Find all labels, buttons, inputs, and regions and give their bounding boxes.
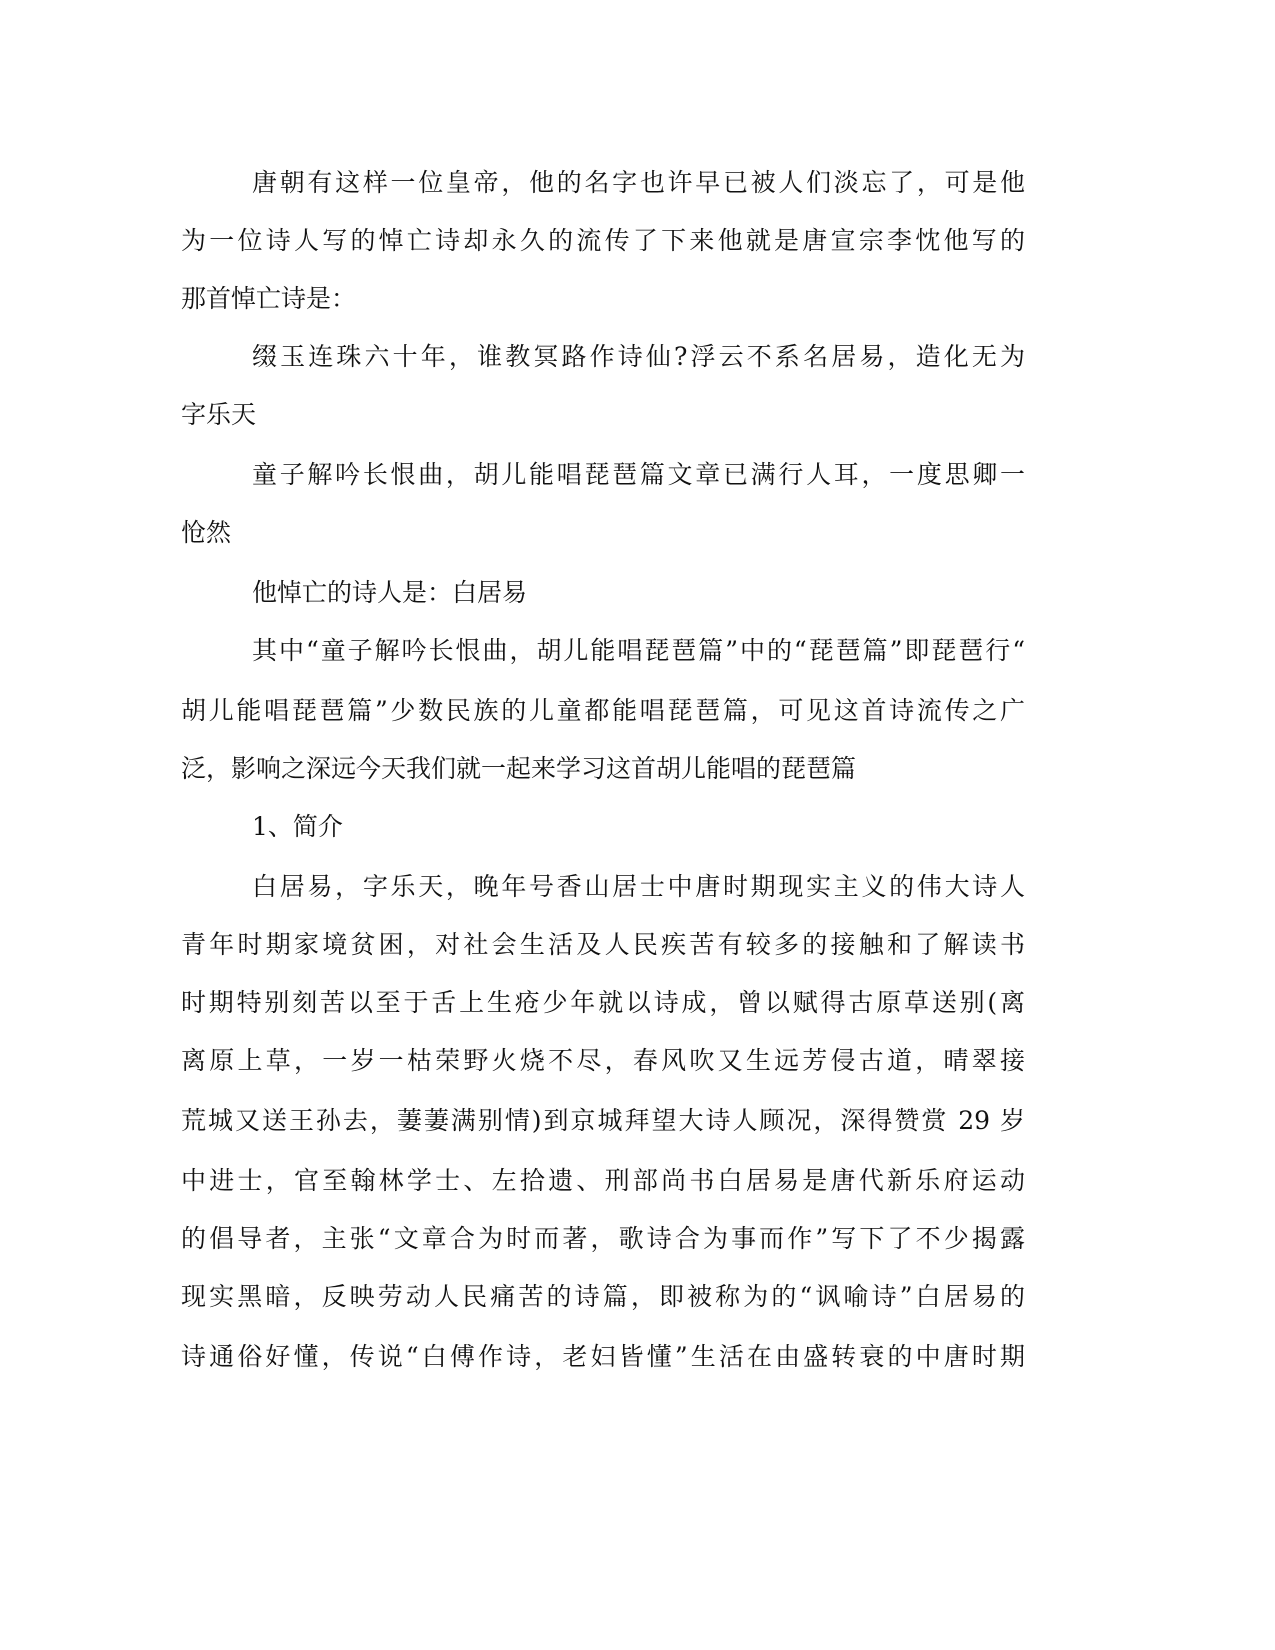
text-line: 唐朝有这样一位皇帝，他的名字也许早已被人们淡忘了，可是他 <box>252 168 1025 197</box>
text-line: 1、简介 <box>252 812 343 841</box>
text-line: 为一位诗人写的悼亡诗却永久的流传了下来他就是唐宣宗李忱他写的 <box>181 226 1025 255</box>
text-line: 中进士，官至翰林学士、左拾遗、刑部尚书白居易是唐代新乐府运动 <box>181 1166 1025 1195</box>
text-line: 诗通俗好懂，传说“白傅作诗，老妇皆懂”生活在由盛转衰的中唐时期 <box>181 1342 1025 1371</box>
text-line: 怆然 <box>181 518 232 547</box>
text-line: 现实黑暗，反映劳动人民痛苦的诗篇，即被称为的“讽喻诗”白居易的 <box>181 1282 1025 1311</box>
text-line: 白居易，字乐天，晚年号香山居士中唐时期现实主义的伟大诗人 <box>252 872 1025 901</box>
text-line: 字乐天 <box>181 400 257 429</box>
text-line: 童子解吟长恨曲，胡儿能唱琵琶篇文章已满行人耳，一度思卿一 <box>252 460 1025 489</box>
text-line: 荒城又送王孙去，萋萋满别情)到京城拜望大诗人顾况，深得赞赏 29 岁 <box>181 1106 1025 1135</box>
text-line: 的倡导者，主张“文章合为时而著，歌诗合为事而作”写下了不少揭露 <box>181 1224 1025 1253</box>
text-line: 缀玉连珠六十年，谁教冥路作诗仙?浮云不系名居易，造化无为 <box>252 342 1025 371</box>
text-line: 胡儿能唱琵琶篇”少数民族的儿童都能唱琵琶篇，可见这首诗流传之广 <box>181 696 1025 725</box>
text-line: 青年时期家境贫困，对社会生活及人民疾苦有较多的接触和了解读书 <box>181 930 1025 959</box>
text-line: 其中“童子解吟长恨曲，胡儿能唱琵琶篇”中的“琵琶篇”即琵琶行“ <box>252 636 1025 665</box>
text-line: 泛，影响之深远今天我们就一起来学习这首胡儿能唱的琵琶篇 <box>181 754 857 783</box>
text-line: 那首悼亡诗是： <box>181 284 357 313</box>
text-line: 离原上草，一岁一枯荣野火烧不尽，春风吹又生远芳侵古道，晴翠接 <box>181 1046 1025 1075</box>
text-line: 时期特别刻苦以至于舌上生疮少年就以诗成，曾以赋得古原草送别(离 <box>181 988 1025 1017</box>
text-line: 他悼亡的诗人是：白居易 <box>252 578 528 607</box>
